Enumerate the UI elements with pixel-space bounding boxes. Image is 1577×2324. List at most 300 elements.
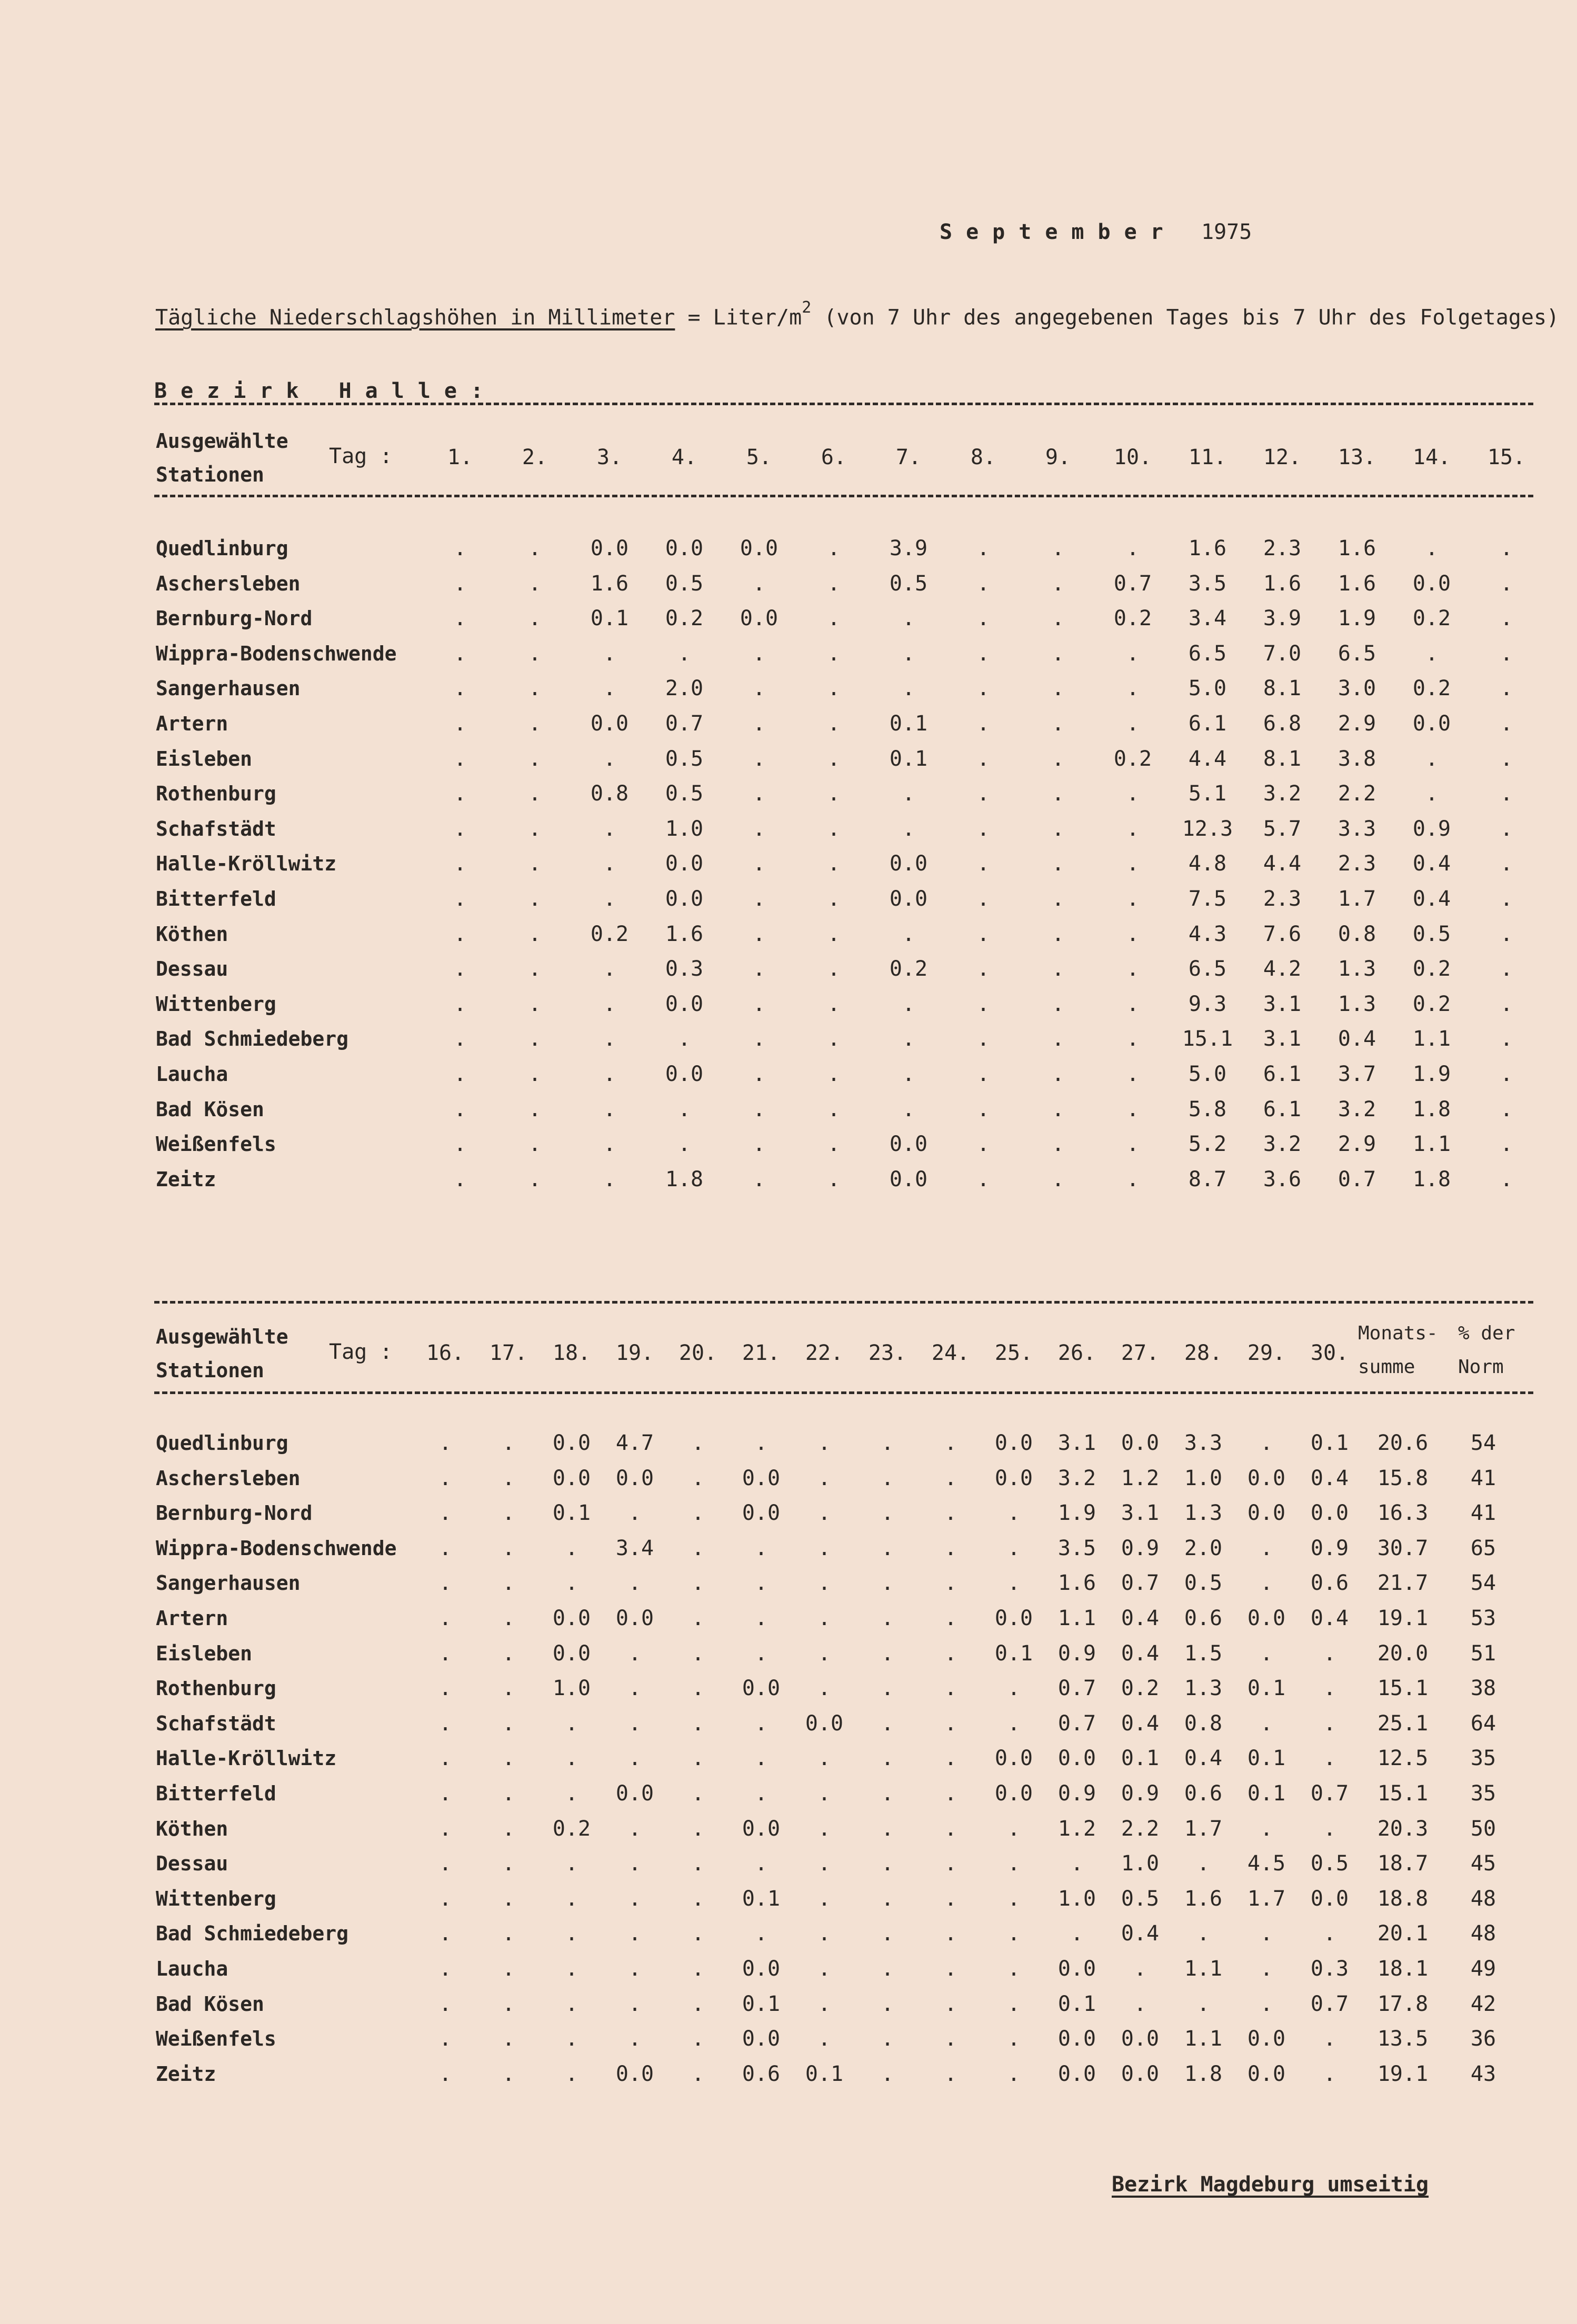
precipitation-value: . [1007,1992,1021,2016]
precipitation-value: . [1126,712,1140,736]
precipitation-value: . [1126,922,1140,946]
monthly-sum-header [1358,1317,1438,1384]
region-heading: Bezirk Halle: [154,379,497,403]
precipitation-value: . [628,1851,642,1876]
precipitation-value: 0.9 [1121,1781,1160,1806]
precipitation-value: . [438,1992,452,2016]
precipitation-value: . [528,782,542,806]
precipitation-value: 0.2 [590,922,629,946]
stations-header-line1: Ausgewählte [156,429,288,453]
precipitation-value: . [902,676,915,700]
precipitation-value: 3.1 [1263,992,1302,1016]
precipitation-value: . [453,712,467,736]
precipitation-value: . [752,817,766,841]
precipitation-value: . [502,1781,515,1806]
precipitation-value: . [976,1132,990,1156]
table-row [0,1127,1577,1161]
precipitation-value: . [1126,817,1140,841]
precipitation-value: . [453,887,467,911]
precipitation-value: . [453,992,467,1016]
precipitation-value: 1.0 [1184,1466,1223,1490]
precipitation-value: . [976,606,990,630]
precipitation-value: . [1126,676,1140,700]
precipitation-value: 3.8 [1338,747,1376,771]
precipitation-value: . [1323,1921,1336,1946]
precipitation-value: . [1007,1571,1021,1595]
table-row [0,742,1577,776]
precipitation-value: 3.0 [1338,676,1376,700]
station-name: Bad Schmiedeberg [156,1922,349,1945]
precipitation-value: . [502,1746,515,1770]
precipitation-value: . [902,1097,915,1121]
precipitation-value: . [881,1851,894,1876]
precipitation-value: . [528,747,542,771]
norm-percent-value: 35 [1470,1781,1496,1806]
table-row [0,1671,1577,1706]
table-row [0,566,1577,601]
precipitation-value: . [1007,1957,1021,1981]
precipitation-value: . [881,1746,894,1770]
precipitation-value: . [453,782,467,806]
precipitation-value: . [881,1992,894,2016]
monthly-sum-value: 12.5 [1377,1746,1429,1770]
table-row [0,776,1577,811]
day-header: 16. [426,1341,465,1365]
norm-percent-value: 43 [1470,2062,1496,2086]
precipitation-value: 3.2 [1263,782,1302,806]
precipitation-value: . [691,1992,705,2016]
precipitation-value: . [1007,2027,1021,2051]
precipitation-value: . [1051,1097,1065,1121]
precipitation-value: . [976,922,990,946]
precipitation-value: . [528,887,542,911]
precipitation-value: . [565,1921,578,1946]
monthly-sum-value: 15.1 [1377,1676,1429,1700]
precipitation-value: 0.0 [1057,1746,1096,1770]
precipitation-value: . [691,1746,705,1770]
station-name: Aschersleben [156,1467,301,1490]
precipitation-value: 1.6 [665,922,704,946]
precipitation-value: . [565,1746,578,1770]
table-row [0,1021,1577,1056]
precipitation-value: . [752,572,766,596]
precipitation-value: 0.0 [740,606,778,630]
precipitation-value: 2.0 [1184,1536,1223,1560]
precipitation-value: . [453,957,467,981]
precipitation-value: 0.0 [1310,1887,1349,1911]
precipitation-value: . [438,1817,452,1841]
precipitation-value: . [752,992,766,1016]
precipitation-value: 0.6 [1310,1571,1349,1595]
station-name: Wittenberg [156,993,276,1016]
precipitation-value: . [1500,1132,1513,1156]
precipitation-value: 1.6 [1263,572,1302,596]
station-name: Halle-Kröllwitz [156,852,337,875]
year-label: 1975 [1201,220,1252,244]
precipitation-value: 0.4 [1412,852,1451,876]
precipitation-value: 0.0 [665,887,704,911]
norm-percent-value: 38 [1470,1676,1496,1700]
precipitation-value: . [817,1571,831,1595]
precipitation-value: 0.0 [590,536,629,560]
precipitation-value: . [827,922,841,946]
precipitation-value: 0.0 [805,1711,844,1736]
precipitation-value: 12.3 [1182,817,1233,841]
monthly-sum-header-line2: summe [1358,1356,1415,1378]
precipitation-value: 0.7 [1338,1167,1376,1191]
precipitation-value: . [691,2027,705,2051]
precipitation-value: . [976,747,990,771]
station-name: Rothenburg [156,782,276,805]
precipitation-value: . [628,1711,642,1736]
precipitation-value: . [438,1676,452,1700]
precipitation-value: 1.3 [1184,1501,1223,1525]
precipitation-value: . [528,536,542,560]
precipitation-value: . [438,1851,452,1876]
precipitation-value: . [944,1887,957,1911]
precipitation-value: 0.0 [742,1676,781,1700]
day-header: 21. [742,1341,781,1365]
precipitation-value: . [502,1711,515,1736]
precipitation-value: 0.0 [994,1466,1033,1490]
precipitation-value: . [453,1132,467,1156]
precipitation-value: 8.1 [1263,747,1302,771]
precipitation-value: . [976,887,990,911]
precipitation-value: 0.9 [1057,1781,1096,1806]
table-row [0,1811,1577,1846]
station-name: Eisleben [156,1642,253,1665]
precipitation-value: . [453,572,467,596]
stations-header [156,424,288,492]
precipitation-value: 0.1 [1247,1781,1286,1806]
precipitation-value: 8.1 [1263,676,1302,700]
precipitation-value: . [1126,1097,1140,1121]
day-header: 20. [678,1341,717,1365]
monthly-sum-value: 15.1 [1377,1781,1429,1806]
precipitation-value: 0.0 [665,852,704,876]
precipitation-value: 0.7 [1310,1992,1349,2016]
precipitation-value: . [827,536,841,560]
precipitation-value: 1.1 [1057,1606,1096,1630]
precipitation-value: 0.7 [1113,572,1152,596]
precipitation-value: 1.8 [665,1167,704,1191]
precipitation-value: . [881,1641,894,1666]
precipitation-value: . [1126,957,1140,981]
station-name: Quedlinburg [156,537,288,560]
precipitation-value: . [691,2062,705,2086]
precipitation-value: 0.1 [742,1887,781,1911]
table-row [0,846,1577,881]
day-header: 22. [805,1341,844,1365]
precipitation-value: 0.0 [1247,1466,1286,1490]
precipitation-value: 1.1 [1412,1027,1451,1051]
precipitation-value: 0.4 [1121,1606,1160,1630]
table-row [0,881,1577,916]
precipitation-value: 1.0 [665,817,704,841]
table-row [0,2057,1577,2091]
precipitation-value: 1.9 [1412,1062,1451,1086]
station-name: Dessau [156,1852,228,1875]
precipitation-value: . [603,1062,616,1086]
table-row [0,917,1577,951]
precipitation-value: . [944,1676,957,1700]
precipitation-value: . [1070,1921,1084,1946]
precipitation-value: 0.1 [742,1992,781,2016]
day-header: 24. [931,1341,970,1365]
precipitation-value: . [453,852,467,876]
precipitation-value: . [1323,2027,1336,2051]
precipitation-value: . [1500,572,1513,596]
day-header: 7. [895,445,922,469]
precipitation-value: . [944,1711,957,1736]
precipitation-value: . [691,1536,705,1560]
precipitation-value: 9.3 [1188,992,1227,1016]
station-name: Rothenburg [156,1677,276,1700]
divider [154,403,1533,405]
precipitation-value: . [881,1781,894,1806]
precipitation-value: . [1126,852,1140,876]
station-name: Eisleben [156,747,253,770]
precipitation-value: 5.0 [1188,1062,1227,1086]
precipitation-value: . [754,1711,768,1736]
precipitation-value: . [976,676,990,700]
precipitation-value: . [817,1676,831,1700]
precipitation-value: . [1007,1501,1021,1525]
precipitation-value: 0.7 [1310,1781,1349,1806]
title-main: Tägliche Niederschlagshöhen in Millimeter [155,305,675,330]
precipitation-value: . [827,817,841,841]
precipitation-value: 0.1 [889,747,928,771]
precipitation-value: . [603,1097,616,1121]
precipitation-value: . [438,1711,452,1736]
precipitation-value: . [902,922,915,946]
precipitation-value: 0.0 [1247,1501,1286,1525]
precipitation-value: . [1323,1676,1336,1700]
precipitation-value: . [628,1957,642,1981]
precipitation-value: 0.0 [740,536,778,560]
precipitation-value: 5.2 [1188,1132,1227,1156]
norm-percent-value: 48 [1470,1921,1496,1946]
precipitation-value: 0.0 [1057,1957,1096,1981]
precipitation-value: 4.4 [1188,747,1227,771]
table-row [0,1496,1577,1530]
day-header: 29. [1247,1341,1286,1365]
monthly-sum-value: 13.5 [1377,2027,1429,2051]
precipitation-value: 3.7 [1338,1062,1376,1086]
precipitation-value: 3.9 [1263,606,1302,630]
precipitation-value: 1.3 [1184,1676,1223,1700]
precipitation-value: . [438,1781,452,1806]
precipitation-value: . [976,1027,990,1051]
precipitation-value: 1.7 [1338,887,1376,911]
precipitation-value: . [628,1992,642,2016]
precipitation-value: . [691,1676,705,1700]
precipitation-value: . [502,1992,515,2016]
precipitation-value: . [1500,747,1513,771]
continuation-note: Bezirk Magdeburg umseitig [1112,2172,1429,2197]
precipitation-value: 5.0 [1188,676,1227,700]
station-name: Bernburg-Nord [156,607,313,630]
day-header: 14. [1412,445,1451,469]
precipitation-value: 0.0 [615,2062,654,2086]
day-header: 30. [1310,1341,1349,1365]
precipitation-value: . [691,1501,705,1525]
precipitation-value: . [691,1571,705,1595]
precipitation-value: . [754,1781,768,1806]
table-row [0,636,1577,671]
precipitation-value: 1.6 [1338,572,1376,596]
precipitation-value: . [677,642,691,666]
precipitation-value: 0.0 [742,1466,781,1490]
precipitation-value: . [565,1957,578,1981]
precipitation-value: . [603,1167,616,1191]
precipitation-value: . [881,1817,894,1841]
norm-percent-value: 41 [1470,1466,1496,1490]
precipitation-value: . [1323,2062,1336,2086]
precipitation-value: . [528,1027,542,1051]
precipitation-value: . [1051,922,1065,946]
precipitation-value: . [502,1957,515,1981]
precipitation-value: 0.5 [889,572,928,596]
precipitation-value: . [1126,1132,1140,1156]
monthly-sum-value: 17.8 [1377,1992,1429,2016]
precipitation-value: . [1007,1676,1021,1700]
tag-header: Tag : [329,1340,393,1364]
precipitation-value: . [1007,1711,1021,1736]
precipitation-value: . [827,957,841,981]
precipitation-value: . [881,2027,894,2051]
precipitation-value: 6.5 [1338,642,1376,666]
stations-header-line1: Ausgewählte [156,1325,288,1348]
precipitation-value: 0.0 [1121,2027,1160,2051]
day-header: 5. [746,445,772,469]
precipitation-value: . [1126,887,1140,911]
precipitation-value: 1.9 [1057,1501,1096,1525]
precipitation-value: 5.8 [1188,1097,1227,1121]
precipitation-value: . [752,747,766,771]
station-name: Weißenfels [156,1133,276,1156]
precipitation-value: 1.6 [1057,1571,1096,1595]
station-name: Artern [156,712,228,735]
precipitation-value: 0.0 [1310,1501,1349,1525]
precipitation-value: . [677,1097,691,1121]
norm-percent-value: 42 [1470,1992,1496,2016]
day-header: 23. [868,1341,907,1365]
precipitation-value: 0.0 [1121,2062,1160,2086]
precipitation-value: . [628,1641,642,1666]
monthly-sum-header-line1: Monats- [1358,1323,1438,1344]
precipitation-value: . [817,1851,831,1876]
norm-percent-value: 54 [1470,1431,1496,1455]
precipitation-value: . [1051,992,1065,1016]
precipitation-value: 0.6 [742,2062,781,2086]
precipitation-value: . [1126,782,1140,806]
precipitation-value: 4.3 [1188,922,1227,946]
norm-percent-value: 48 [1470,1887,1496,1911]
station-name: Bitterfeld [156,1782,276,1805]
precipitation-value: . [453,1027,467,1051]
precipitation-value: . [976,1097,990,1121]
precipitation-value: 2.3 [1338,852,1376,876]
precipitation-value: 4.8 [1188,852,1227,876]
precipitation-value: . [528,676,542,700]
precipitation-value: 0.4 [1121,1711,1160,1736]
precipitation-value: . [453,922,467,946]
day-header: 2. [522,445,548,469]
precipitation-value: . [817,1641,831,1666]
precipitation-value: 0.2 [1412,992,1451,1016]
precipitation-value: . [438,1921,452,1946]
precipitation-value: . [603,642,616,666]
precipitation-value: . [752,887,766,911]
precipitation-value: 15.1 [1182,1027,1233,1051]
precipitation-value: . [528,957,542,981]
precipitation-value: . [881,1571,894,1595]
station-name: Dessau [156,957,228,980]
table-row [0,1426,1577,1460]
precipitation-value: . [628,1887,642,1911]
day-header: 15. [1487,445,1526,469]
precipitation-value: . [881,1466,894,1490]
table-row [0,812,1577,846]
table-row [0,1092,1577,1127]
precipitation-value: . [827,642,841,666]
precipitation-value: . [453,817,467,841]
precipitation-value: . [1500,852,1513,876]
precipitation-value: 5.1 [1188,782,1227,806]
table-row [0,671,1577,706]
precipitation-value: . [976,782,990,806]
station-name: Halle-Kröllwitz [156,1747,337,1770]
precipitation-value: . [1500,676,1513,700]
precipitation-value: . [827,852,841,876]
table-row [0,531,1577,566]
precipitation-value: . [565,2027,578,2051]
precipitation-value: 0.0 [994,1431,1033,1455]
table-row [0,1162,1577,1197]
precipitation-value: 1.7 [1184,1817,1223,1841]
precipitation-value: 0.0 [552,1606,591,1630]
precipitation-value: 0.1 [994,1641,1033,1666]
precipitation-value: . [453,1097,467,1121]
precipitation-value: . [944,1431,957,1455]
precipitation-value: . [691,1641,705,1666]
precipitation-value: . [603,887,616,911]
divider [154,1391,1533,1394]
precipitation-value: . [453,642,467,666]
precipitation-value: . [1126,1167,1140,1191]
precipitation-value: 0.2 [889,957,928,981]
precipitation-value: . [565,2062,578,2086]
monthly-sum-value: 18.1 [1377,1957,1429,1981]
precipitation-value: 0.8 [1338,922,1376,946]
precipitation-value: 0.0 [552,1641,591,1666]
precipitation-value: . [453,676,467,700]
day-header: 13. [1338,445,1376,469]
precipitation-value: . [817,1781,831,1806]
precipitation-value: 6.1 [1263,1097,1302,1121]
precipitation-value: . [881,1921,894,1946]
precipitation-value: . [528,606,542,630]
precipitation-value: 0.5 [1310,1851,1349,1876]
precipitation-value: . [1500,1097,1513,1121]
precipitation-value: 1.6 [1184,1887,1223,1911]
precipitation-value: . [438,1571,452,1595]
precipitation-value: 0.1 [1121,1746,1160,1770]
precipitation-value: 1.8 [1412,1097,1451,1121]
document-title [155,298,1560,330]
precipitation-value: . [1260,1431,1273,1455]
